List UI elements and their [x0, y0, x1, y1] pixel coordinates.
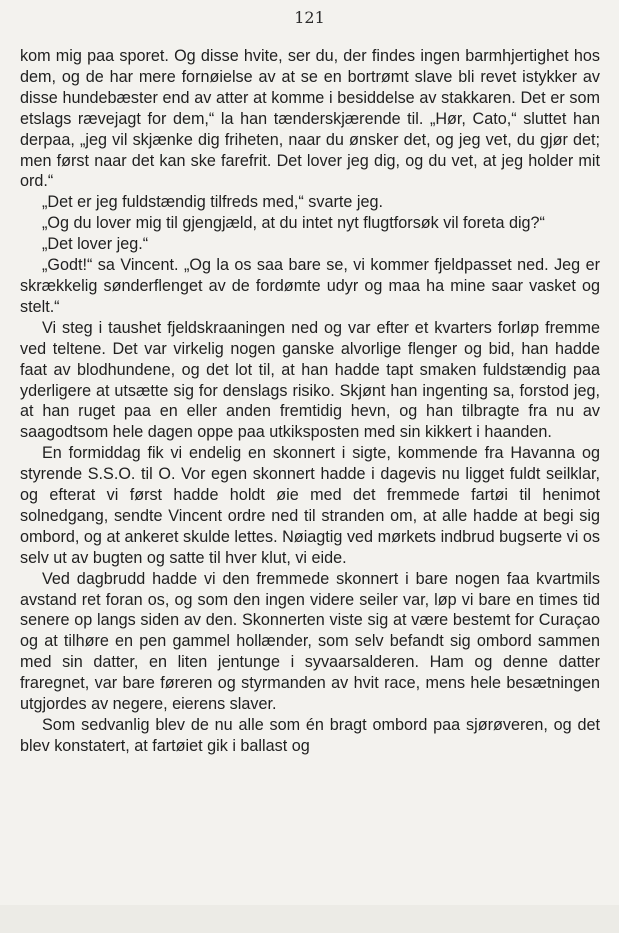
paragraph-2: „Det er jeg fuldstændig tilfreds med,“ svarte jeg. — [42, 193, 383, 212]
paragraph-7: En formiddag fik vi endelig en skonnert i sigte, kommende fra Havanna og styrende S.S.O. til O. Vor egen skonnert hadde i dagevis nu ligget fuldt seilklar, og efterat vi først hadde holdt øie med det fremmede fartøi til henimot solnedgang, sendte Vincent ordre ned til stranden om, at alle hadde at begi sig ombord, og at ankeret skulde lettes. Nøiagtig ved mørkets indbrud bugserte vi os selv ut av bugten og satte til hver klut, vi eide. — [20, 444, 600, 567]
paragraph-5: „Godt!“ sa Vincent. „Og la os saa bare se, vi kommer fjeldpasset ned. Jeg er skrækkelig sønderflenget av de fordømte udyr og maa ha mine saar vasket og stelt.“ — [20, 256, 600, 316]
page-number: 121 — [294, 8, 325, 27]
paragraph-3: „Og du lover mig til gjengjæld, at du intet nyt flugtforsøk vil foreta dig?“ — [42, 214, 545, 233]
page-bottom-margin — [0, 905, 619, 933]
paragraph-4: „Det lover jeg.“ — [42, 235, 149, 254]
paragraph-8: Ved dagbrudd hadde vi den fremmede skonnert i bare nogen faa kvartmils avstand ret foran os, og som den ingen videre seiler var, løp vi bare en times tid senere op langs siden av den. Skonnerten viste sig at være bestemt for Curaçao og at tilhøre en pen gammel hollænder, som selv befandt sig ombord sammen med sin datter, en liten jentunge i syvaarsalderen. Ham og denne datter fraregnet, var bare føreren og styrmanden av hvit race, mens hele besætningen utgjordes av negere, eierens slaver. — [20, 569, 600, 714]
page-body-text — [20, 46, 600, 757]
paragraph-1: kom mig paa sporet. Og disse hvite, ser du, der findes ingen barmhjertighet hos dem, og de har mere fornøielse av at se en bortrømt slave bli revet istykker av disse hundebæster end av atter at komme i besiddelse av stakkaren. Det er som etslags rævejagt for dem,“ la han tænderskjærende til. „Hør, Cato,“ sluttet han derpaa, „jeg vil skjænke dig friheten, naar du ønsker det, og jeg vet, du gjør det; men først naar det kan ske farefrit. Det lover jeg dig, og du vet, at jeg holder mit ord.“ — [20, 47, 600, 191]
paragraph-6: Vi steg i taushet fjeldskraaningen ned og var efter et kvarters forløp fremme ved teltene. Det var virkelig nogen ganske alvorlige flenger og bid, han hadde faat av blodhundene, og det lot til, at han hadde tapt smaken fuldstændig paa yderligere at utsætte sig for denslags risiko. Skjønt han ingenting sa, forstod jeg, at han ruget paa en eller anden fremtidig hevn, og han tilbragte fra nu av saagodtsom hele dagen oppe paa utkiksposten med sin kikkert i haanden. — [20, 318, 600, 442]
paragraph-9: Som sedvanlig blev de nu alle som én bragt ombord paa sjørøveren, og det blev konstatert, at fartøiet gik i ballast og — [20, 716, 600, 755]
